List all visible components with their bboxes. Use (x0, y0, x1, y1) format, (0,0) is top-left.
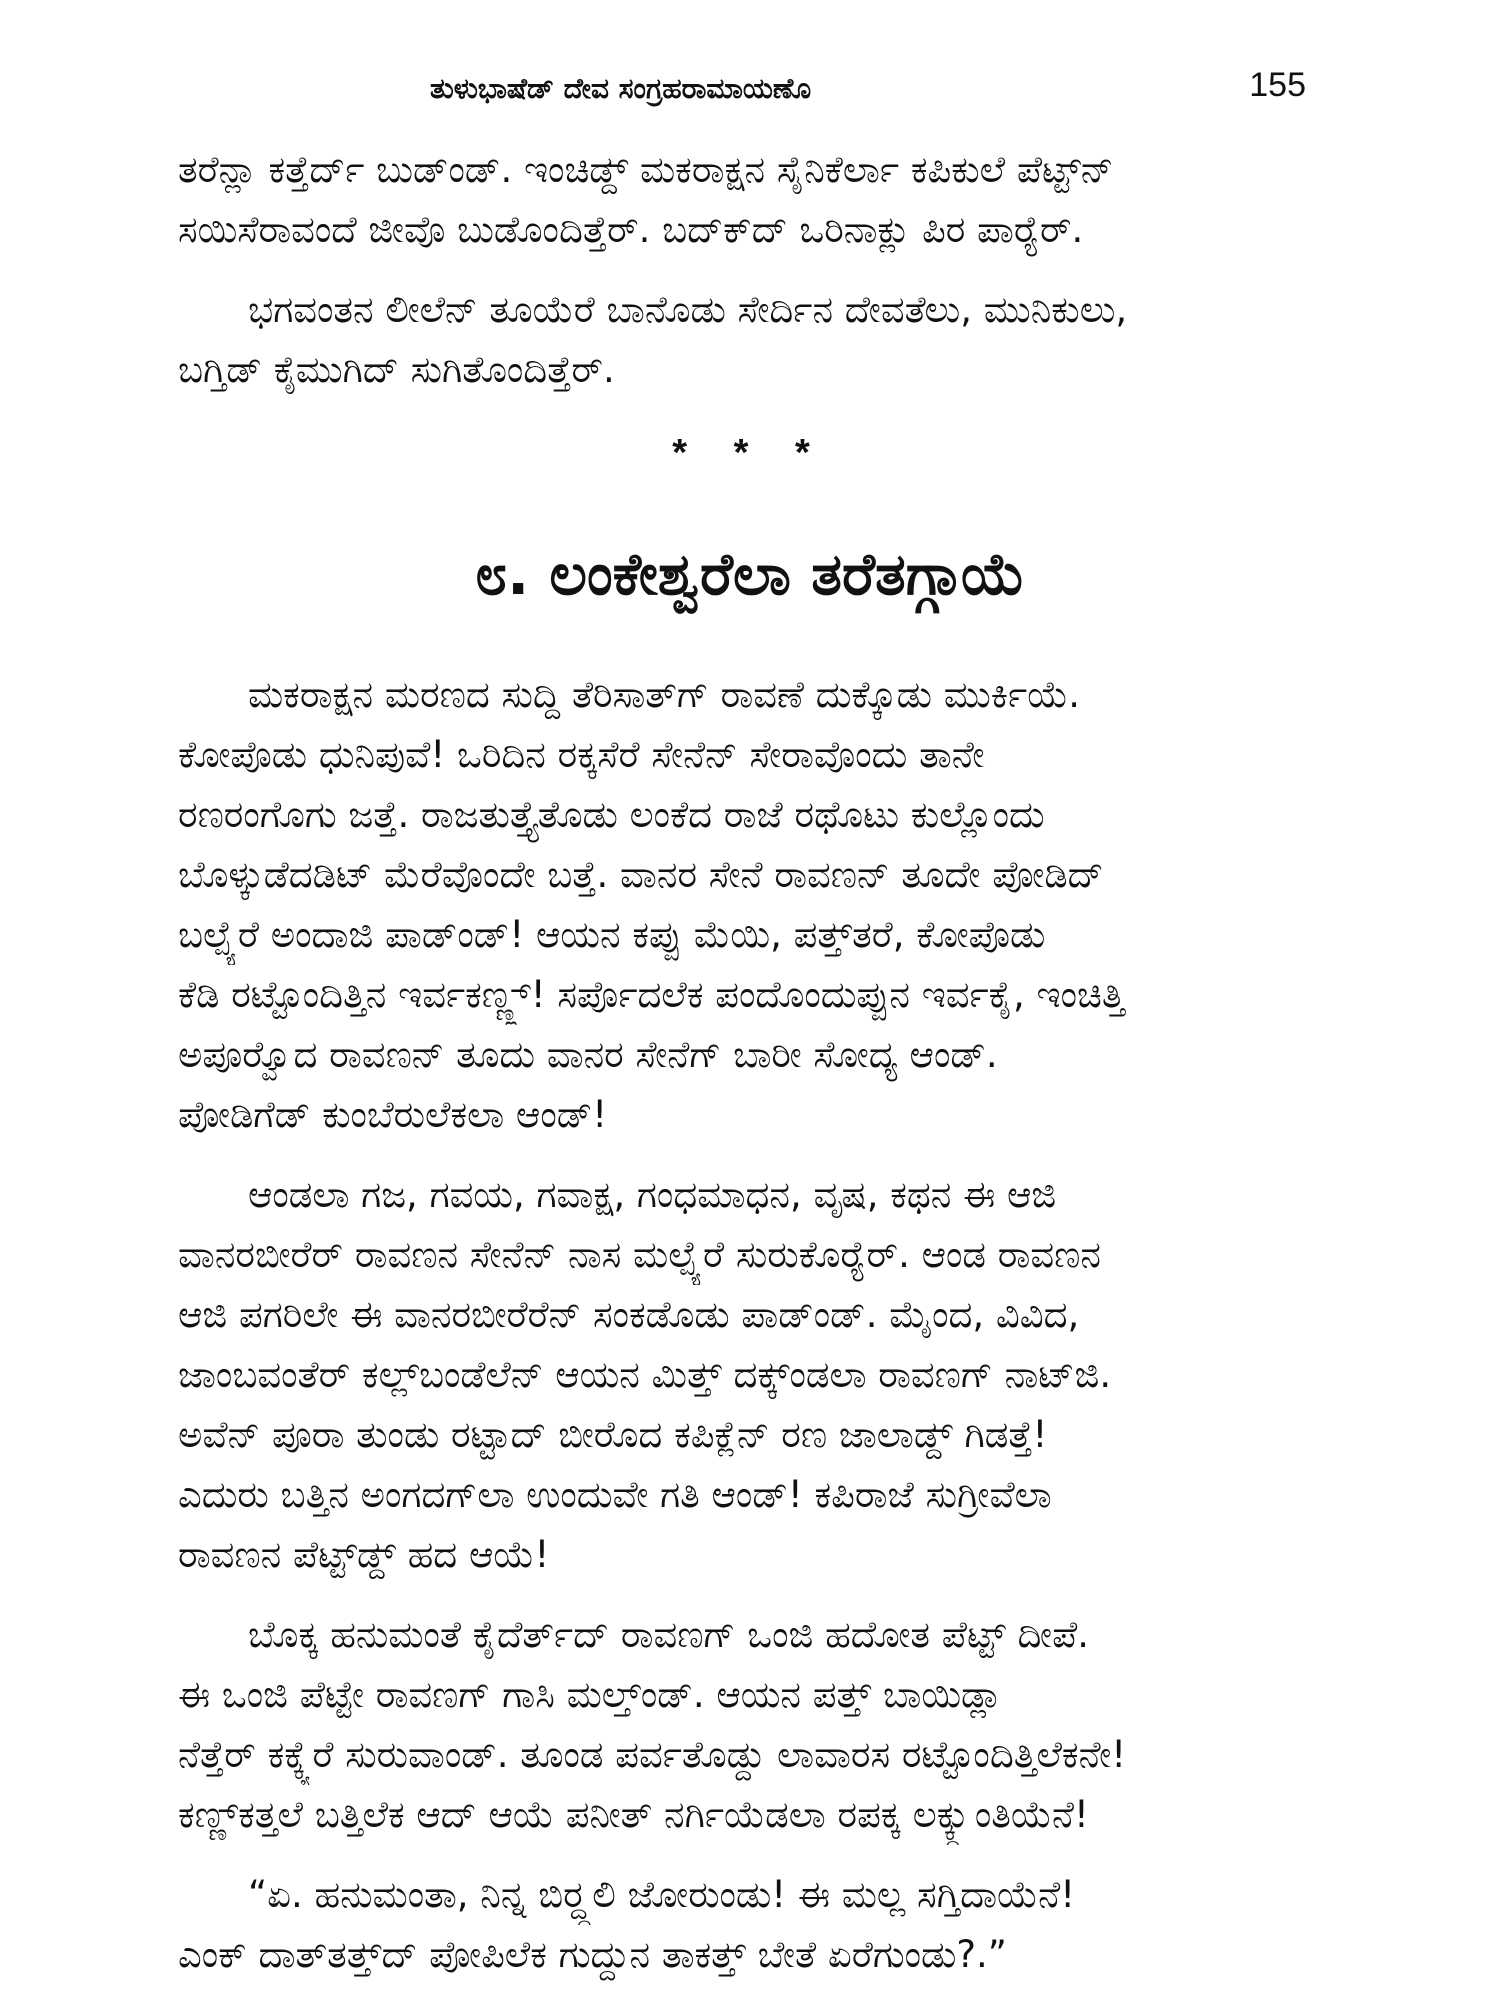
section-separator: * * * (672, 432, 828, 474)
text-line: ಮಕರಾಕ್ಷನ ಮರಣದ ಸುದ್ದಿ ತೆರಿಸಾತ್‌ಗ್ ರಾವಣೆ ದುಕ್ಕೊಡು ಮುರ್ಕಿಯೆ. (248, 673, 1081, 716)
text-line: ಎಂಕ್ ದಾತ್‌ತತ್ತ್‌ದ್ ಪೋಪಿಲೆಕ ಗುದ್ದುನ ತಾಕತ್ತ್ ಬೇತೆ ಏರೆಗುಂಡು?.” (178, 1933, 1007, 1976)
text-line: ಕೋಪೊಡು ಧುನಿಪುವೆ! ಒರಿದಿನ ರಕ್ಕಸೆರೆ ಸೇನೆನ್ ಸೇರಾವೊಂದು ತಾನೇ (178, 733, 985, 776)
chapter-title: ೮. ಲಂಕೇಶ್ವರೆಲಾ ತರೆತಗ್ಗಾಯೆ (474, 540, 1026, 608)
header-title: ತುಳುಭಾಷೆಡ್ ದೇವ ಸಂಗ್ರಹರಾಮಾಯಣೊ (430, 72, 812, 105)
text-line: ಬಗ್ತಿಡ್ ಕೈಮುಗಿದ್ ಸುಗಿತೊಂದಿತ್ತೆರ್. (178, 348, 615, 391)
text-line: ಪೋಡಿಗೆಡ್ ಕುಂಬೆರುಲೆಕಲಾ ಆಂಡ್! (178, 1093, 608, 1136)
text-line: ತರೆನ್ಲಾ ಕತ್ತೆರ್ದ್ ಬುಡ್ಂಡ್. ಇಂಚಿಡ್ದ್ ಮಕರಾಕ್ಷನ ಸೈನಿಕೆರ್ಲಾ ಕಪಿಕುಲೆ ಪೆಟ್ಟ್‌ನ್ (178, 148, 1114, 191)
text-line: ಸಯಿಸೆರಾವಂದೆ ಜೀವೊ ಬುಡೊಂದಿತ್ತೆರ್. ಬದ್‌ಕ್‌ದ್ ಒರಿನಾಕ್ಲು ಪಿರ ಪಾರ್‍ಯೆರ್. (178, 208, 1084, 251)
text-line: ಭಗವಂತನ ಲೀಲೆನ್ ತೂಯೆರೆ ಬಾನೊಡು ಸೇರ್ದಿನ ದೇವತೆಲು, ಮುನಿಕುಲು, (248, 288, 1128, 331)
text-line: ಅಪೂರ್‍ವೊದ ರಾವಣನ್ ತೂದು ವಾನರ ಸೇನೆಗ್ ಬಾರೀ ಸೋದ್ಯ ಆಂಡ್. (178, 1033, 998, 1076)
text-line: ನೆತ್ತೆರ್ ಕಕ್ಕ್ಯೆರೆ ಸುರುವಾಂಡ್. ತೂಂಡ ಪರ್ವತೊಡ್ದು ಲಾವಾರಸ ರಟ್ಟೊಂದಿತ್ತಿಲೆಕನೇ! (178, 1733, 1127, 1776)
text-line: ಆಜಿ ಪಗರಿಲೇ ಈ ವಾನರಬೀರೆರೆನ್ ಸಂಕಡೊಡು ಪಾಡ್ಂಡ್. ಮೈಂದ, ವಿವಿದ, (178, 1293, 1080, 1336)
paragraph (178, 1165, 1320, 1585)
text-line: ರಣರಂಗೊಗು ಜತ್ತೆ. ರಾಜತುತ್ತ್ಯೆತೊಡು ಲಂಕೆದ ರಾಜೆ ರಥೊಟು ಕುಲ್ಲೊಂದು (178, 793, 1045, 836)
text-line: ಈ ಒಂಜಿ ಪೆಟ್ಟೇ ರಾವಣಗ್ ಗಾಸಿ ಮಲ್ತ್ಂಡ್. ಆಯನ ಪತ್ತ್ ಬಾಯಿಡ್ಲಾ (178, 1673, 1003, 1716)
paragraph (178, 140, 1320, 260)
text-line: ಬೊಳ್ಕುಡೆದಡಿಟ್ ಮೆರೆವೊಂದೇ ಬತ್ತೆ. ವಾನರ ಸೇನೆ ರಾವಣನ್ ತೂದೇ ಪೋಡಿದ್ (178, 853, 1104, 896)
paragraph (178, 665, 1320, 1145)
paragraph (178, 280, 1320, 400)
text-line: “ಏ. ಹನುಮಂತಾ, ನಿನ್ನ ಬಿರ್‍ದ್ದಲಿ ಜೋರುಂಡು! ಈ ಮಲ್ಲ ಸಗ್ತಿದಾಯೆನೆ! (248, 1873, 1076, 1916)
text-line: ಆಂಡಲಾ ಗಜ, ಗವಯ, ಗವಾಕ್ಷ, ಗಂಧಮಾಧನ, ವೃಷ, ಕಥನ ಈ ಆಜಿ (248, 1173, 1057, 1216)
text-line: ಬೊಕ್ಕ ಹನುಮಂತೆ ಕೈದೆರ್ತ್‌ದ್ ರಾವಣಗ್ ಒಂಜಿ ಹದೋತ ಪೆಟ್ಟ್ ದೀಪೆ. (248, 1613, 1090, 1656)
text-line: ಕಣ್ಣ್‌ಕತ್ತಲೆ ಬತ್ತಿಲೆಕ ಆದ್ ಆಯೆ ಪನೀತ್ ನರ್ಗಿಯೆಡಲಾ ರಪಕ್ಕ ಲಕ್ಕ್ದುಂತಿಯೆನೆ! (178, 1793, 1089, 1836)
running-header (180, 66, 1320, 116)
text-line: ವಾನರಬೀರೆರ್ ರಾವಣನ ಸೇನೆನ್ ನಾಸ ಮಲ್ಪ್ಯೆರೆ ಸುರುಕೊರ್‍ಯೆರ್. ಆಂಡ ರಾವಣನ (178, 1233, 1101, 1276)
page-number: 155 (1249, 66, 1306, 104)
text-line: ಅವೆನ್ ಪೂರಾ ತುಂಡು ರಟ್ಟಾದ್ ಬೀರೊದ ಕಪಿಕ್ಲೆನ್ ರಣ ಜಾಲಾಡ್ದ್ ಗಿಡತ್ತೆ! (178, 1413, 1048, 1456)
paragraph (178, 1605, 1320, 1845)
main-text-block (178, 665, 1320, 1985)
text-line: ಜಾಂಬವಂತೆರ್ ಕಲ್ಲ್‌ಬಂಡೆಲೆನ್ ಆಯನ ಮಿತ್ತ್ ದಕ್ಕ್ಂಡಲಾ ರಾವಣಗ್ ನಾಟ್‌ಜಿ. (178, 1353, 1112, 1396)
text-line: ಕೆಡಿ ರಟ್ಟೊಂದಿತ್ತಿನ ಇರ್ವಕಣ್ಣ್ಲ್! ಸರ್ಪೊದಲೆಕ ಪಂದೊಂದುಪ್ಪುನ ಇರ್ವಕೈ, ಇಂಚಿತ್ತಿ (178, 973, 1125, 1016)
text-line: ಎದುರು ಬತ್ತಿನ ಅಂಗದಗ್‌ಲಾ ಉಂದುವೇ ಗತಿ ಆಂಡ್! ಕಪಿರಾಜೆ ಸುಗ್ರೀವೆಲಾ (178, 1473, 1052, 1516)
text-line: ರಾವಣನ ಪೆಟ್ಟ್‌ಡ್ದ್ ಹದ ಆಯೆ! (178, 1533, 550, 1576)
top-text-block (178, 140, 1320, 400)
text-line: ಬಲ್ಪ್ಯೆರೆ ಅಂದಾಜಿ ಪಾಡ್ಂಡ್! ಆಯನ ಕಪ್ಪು ಮೆಯಿ, ಪತ್ತ್‌ತರೆ, ಕೋಪೊಡು (178, 913, 1046, 956)
quoted-paragraph (178, 1865, 1320, 1985)
